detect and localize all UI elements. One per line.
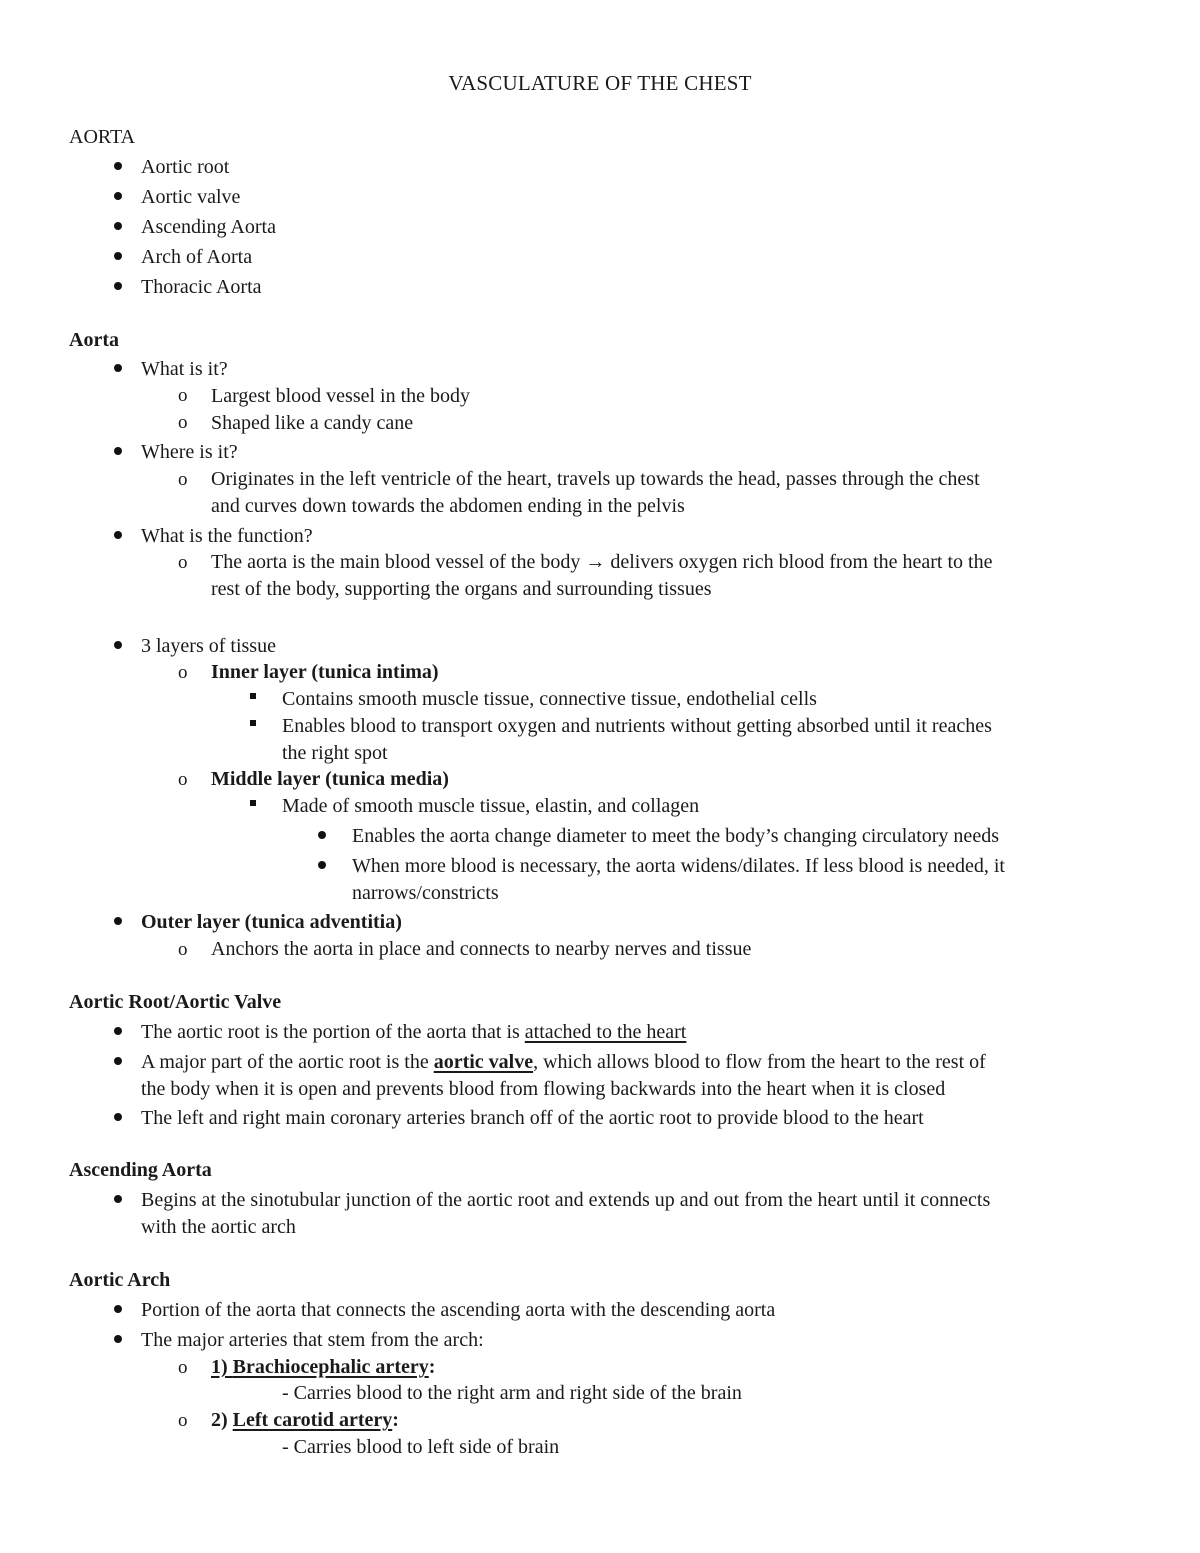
section-heading-aortic-root: Aortic Root/Aortic Valve — [69, 991, 282, 1013]
list-item: Ascending Aorta — [141, 216, 276, 238]
bullet-icon — [114, 1195, 122, 1203]
section-heading-aorta: Aorta — [69, 329, 119, 351]
underlined-text: attached to the heart — [524, 1021, 687, 1043]
bullet-icon — [114, 641, 122, 649]
bullet-icon — [114, 917, 122, 925]
function-text-start: The aorta is the main blood vessel of the body — [211, 551, 586, 573]
bullet-icon — [114, 531, 122, 539]
layer-heading-inner: Inner layer (tunica intima) — [211, 661, 439, 683]
bullet-icon — [114, 222, 122, 230]
arrow-right-icon: → — [585, 551, 606, 573]
layer-heading-middle: Middle layer (tunica media) — [211, 768, 449, 790]
list-item: Where is it? — [141, 441, 238, 463]
artery-name: Brachiocephalic artery — [232, 1356, 429, 1378]
artery-description: - Carries blood to the right arm and right side of the brain — [282, 1382, 742, 1404]
list-item-continuation: the right spot — [282, 742, 388, 764]
list-item: Anchors the aorta in place and connects to nearby nerves and tissue — [211, 938, 752, 960]
artery-number: 2) — [211, 1409, 233, 1431]
function-text-end: delivers oxygen rich blood from the heart to the — [605, 551, 993, 573]
list-item: Thoracic Aorta — [141, 276, 262, 298]
list-item: Largest blood vessel in the body — [211, 385, 471, 407]
list-item: Portion of the aorta that connects the ascending aorta with the descending aorta — [141, 1299, 776, 1321]
bullet-icon — [318, 861, 326, 869]
circle-bullet-icon: o — [178, 552, 188, 573]
list-item-continuation: rest of the body, supporting the organs and surrounding tissues — [211, 578, 712, 600]
bullet-icon — [318, 831, 326, 839]
section-heading-aortic-arch: Aortic Arch — [69, 1269, 171, 1291]
list-item-continuation: and curves down towards the abdomen ending in the pelvis — [211, 495, 685, 517]
list-item: Arch of Aorta — [141, 246, 253, 268]
list-item: What is it? — [141, 358, 228, 380]
list-item-continuation: narrows/constricts — [352, 882, 499, 904]
circle-bullet-icon: o — [178, 939, 188, 960]
circle-bullet-icon: o — [178, 1357, 188, 1378]
list-item: Enables blood to transport oxygen and nutrients without getting absorbed until it reaches — [282, 715, 992, 737]
artery-colon: : — [428, 1356, 436, 1378]
artery-description: - Carries blood to left side of brain — [282, 1436, 560, 1458]
artery-name: Left carotid artery — [232, 1409, 393, 1431]
list-item: What is the function? — [141, 525, 313, 547]
circle-bullet-icon: o — [178, 662, 188, 683]
square-bullet-icon — [250, 693, 256, 699]
artery-colon: : — [392, 1409, 399, 1431]
list-item: The left and right main coronary arteries branch off of the aortic root to provide blood to the heart — [141, 1107, 924, 1129]
bullet-icon — [114, 1027, 122, 1035]
list-item — [141, 1022, 686, 1042]
list-item-continuation: the body when it is open and prevents blood from flowing backwards into the heart when it is closed — [141, 1078, 946, 1100]
artery-heading — [211, 1410, 399, 1430]
bullet-icon — [114, 1057, 122, 1065]
bullet-icon — [114, 192, 122, 200]
root-text: The aortic root is the portion of the aorta that is — [141, 1021, 525, 1043]
artery-heading — [211, 1357, 435, 1377]
square-bullet-icon — [250, 720, 256, 726]
bold-underlined-text: aortic valve — [433, 1051, 534, 1073]
bullet-icon — [114, 282, 122, 290]
list-item: Aortic valve — [141, 186, 241, 208]
page-title: VASCULATURE OF THE CHEST — [448, 71, 752, 95]
list-item-continuation: with the aortic arch — [141, 1216, 296, 1238]
bullet-icon — [114, 1113, 122, 1121]
list-item: Begins at the sinotubular junction of the aortic root and extends up and out from the heart until it connects — [141, 1189, 991, 1211]
bullet-icon — [114, 1305, 122, 1313]
square-bullet-icon — [250, 800, 256, 806]
artery-number: 1) — [211, 1356, 233, 1378]
root-text: A major part of the aortic root is the — [141, 1051, 434, 1073]
bullet-icon — [114, 1335, 122, 1343]
list-item: The major arteries that stem from the arch: — [141, 1329, 484, 1351]
list-item: Enables the aorta change diameter to meet the body’s changing circulatory needs — [352, 825, 999, 847]
bullet-icon — [114, 252, 122, 260]
list-item: Contains smooth muscle tissue, connective tissue, endothelial cells — [282, 688, 817, 710]
section-heading-aorta-caps: AORTA — [69, 126, 136, 148]
list-item: Shaped like a candy cane — [211, 412, 414, 434]
root-text: , which allows blood to flow from the heart to the rest of — [533, 1051, 986, 1073]
bullet-icon — [114, 364, 122, 372]
layer-heading-outer: Outer layer (tunica adventitia) — [141, 911, 402, 933]
list-item: Made of smooth muscle tissue, elastin, and collagen — [282, 795, 700, 817]
list-item — [141, 1052, 986, 1072]
list-item: 3 layers of tissue — [141, 635, 276, 657]
section-heading-ascending-aorta: Ascending Aorta — [69, 1159, 212, 1181]
list-item: When more blood is necessary, the aorta widens/dilates. If less blood is needed, it — [352, 855, 1005, 877]
circle-bullet-icon: o — [178, 412, 188, 433]
circle-bullet-icon: o — [178, 1410, 188, 1431]
circle-bullet-icon: o — [178, 769, 188, 790]
circle-bullet-icon: o — [178, 469, 188, 490]
bullet-icon — [114, 162, 122, 170]
bullet-icon — [114, 447, 122, 455]
circle-bullet-icon: o — [178, 385, 188, 406]
list-item: Originates in the left ventricle of the heart, travels up towards the head, passes through the chest — [211, 468, 980, 490]
list-item — [211, 552, 992, 572]
list-item: Aortic root — [141, 156, 230, 178]
